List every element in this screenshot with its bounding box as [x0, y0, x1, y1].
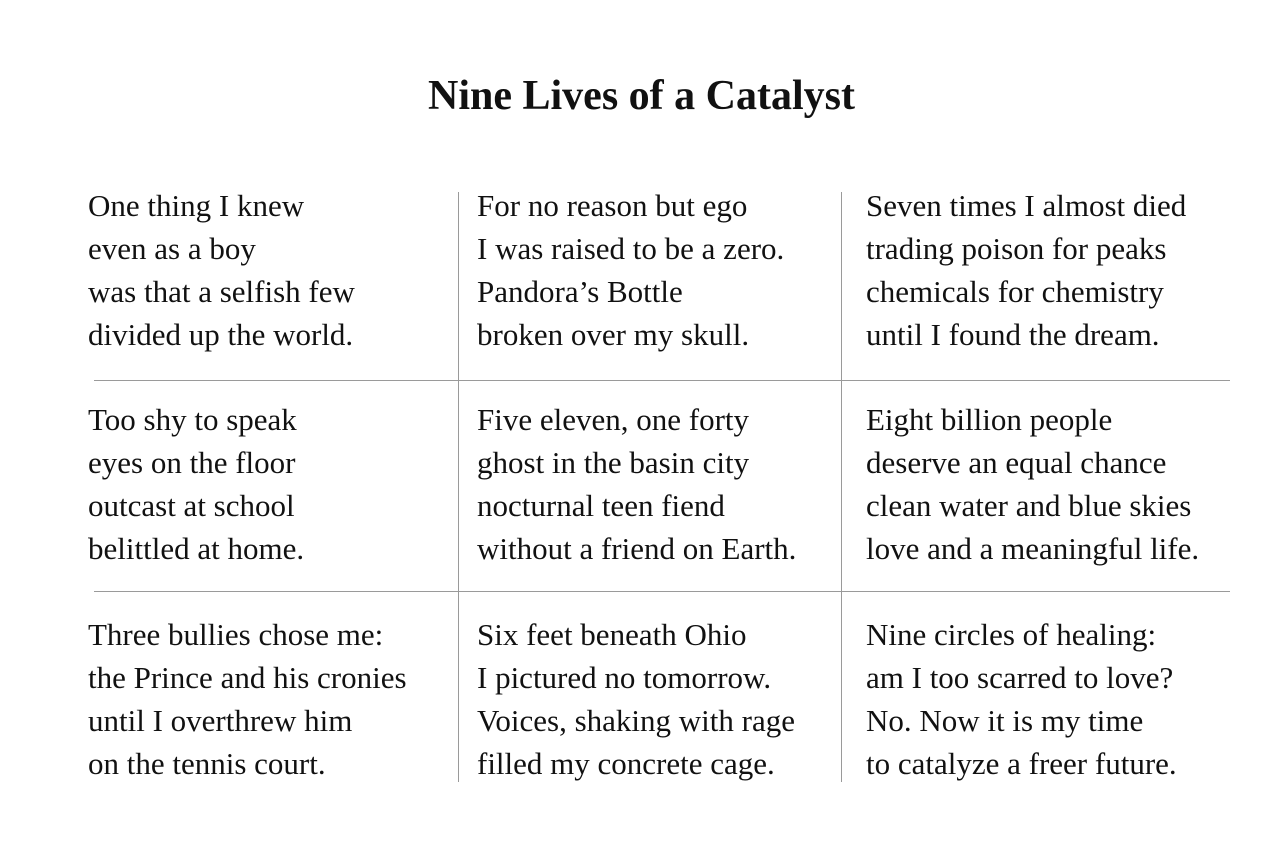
stanza-line: ghost in the basin city [477, 445, 750, 480]
stanza-line: For no reason but ego [477, 188, 748, 223]
stanza-line: I pictured no tomorrow. [477, 660, 772, 695]
stanza-line: am I too scarred to love? [866, 660, 1174, 695]
stanza-1 [88, 184, 448, 356]
stanza-line: clean water and blue skies [866, 488, 1192, 523]
stanza-line: belittled at home. [88, 531, 305, 566]
stanza-7 [88, 613, 448, 785]
stanza-line: even as a boy [88, 231, 256, 266]
stanza-3 [866, 184, 1226, 356]
stanza-line: broken over my skull. [477, 317, 750, 352]
stanza-line: divided up the world. [88, 317, 354, 352]
stanza-line: nocturnal teen fiend [477, 488, 725, 523]
stanza-line: eyes on the floor [88, 445, 296, 480]
stanza-line: outcast at school [88, 488, 295, 523]
stanza-line: Eight billion people [866, 402, 1113, 437]
stanza-line: Seven times I almost died [866, 188, 1187, 223]
stanza-line: I was raised to be a zero. [477, 231, 785, 266]
stanza-line: No. Now it is my time [866, 703, 1144, 738]
stanza-9 [866, 613, 1226, 785]
stanza-line: filled my concrete cage. [477, 746, 775, 781]
poem-title: Nine Lives of a Catalyst [428, 73, 855, 119]
stanza-line: Pandora’s Bottle [477, 274, 683, 309]
stanza-line: Too shy to speak [88, 402, 297, 437]
stanza-line: to catalyze a freer future. [866, 746, 1177, 781]
stanza-line: Voices, shaking with rage [477, 703, 795, 738]
stanza-line: Six feet beneath Ohio [477, 617, 747, 652]
stanza-line: deserve an equal chance [866, 445, 1167, 480]
stanza-8 [477, 613, 837, 785]
stanza-line: was that a selfish few [88, 274, 355, 309]
column-divider-left [458, 192, 459, 782]
stanza-5 [477, 398, 837, 570]
stanza-line: Nine circles of healing: [866, 617, 1157, 652]
row-divider-bottom [94, 591, 1230, 592]
stanza-line: until I found the dream. [866, 317, 1160, 352]
stanza-line: until I overthrew him [88, 703, 353, 738]
column-divider-right [841, 192, 842, 782]
stanza-line: trading poison for peaks [866, 231, 1167, 266]
stanza-line: Five eleven, one forty [477, 402, 750, 437]
stanza-line: chemicals for chemistry [866, 274, 1164, 309]
stanza-2 [477, 184, 837, 356]
stanza-4 [88, 398, 448, 570]
stanza-line: Three bullies chose me: [88, 617, 384, 652]
stanza-line: on the tennis court. [88, 746, 326, 781]
stanza-6 [866, 398, 1226, 570]
stanza-line: without a friend on Earth. [477, 531, 797, 566]
stanza-line: love and a meaningful life. [866, 531, 1200, 566]
stanza-line: the Prince and his cronies [88, 660, 407, 695]
row-divider-top [94, 380, 1230, 381]
stanza-line: One thing I knew [88, 188, 305, 223]
